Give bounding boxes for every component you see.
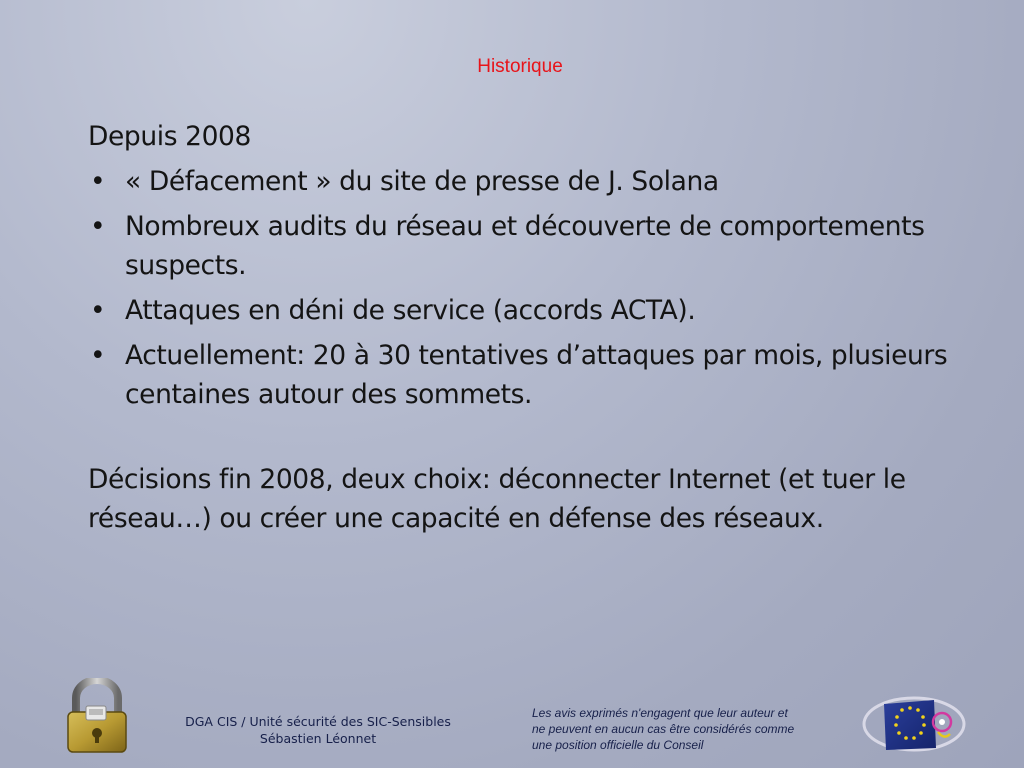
footer-disclaimer (532, 705, 852, 753)
decision-paragraph: Décisions fin 2008, deux choix: déconnecter Internet (et tuer le réseau…) ou créer une capacité en défense des réseaux. (88, 464, 906, 534)
bullet-item: • Actuellement: 20 à 30 tentatives d’attaques par mois, plusieurs centaines autour des sommets. (88, 336, 948, 414)
bullet-item: • « Défacement » du site de presse de J. Solana (88, 162, 948, 201)
slide-content (88, 117, 948, 538)
footer-organization (158, 713, 478, 747)
disclaimer-line: une position officielle du Conseil (532, 738, 704, 752)
slide-title: Historique (477, 56, 563, 77)
padlock-icon (62, 678, 132, 754)
footer-unit: DGA CIS / Unité sécurité des SIC-Sensibles (185, 714, 451, 729)
bullet-list (88, 162, 948, 414)
bullet-item: • Nombreux audits du réseau et découverte de comportements suspects. (88, 207, 948, 285)
disclaimer-line: Les avis exprimés n'engagent que leur auteur et (532, 706, 788, 720)
disclaimer-line: ne peuvent en aucun cas être considérés comme (532, 722, 795, 736)
eu-flag-logo (862, 694, 966, 754)
footer-author: Sébastien Léonnet (259, 731, 377, 746)
bullet-item: • Attaques en déni de service (accords ACTA). (88, 291, 948, 330)
intro-text: Depuis 2008 (88, 121, 251, 152)
